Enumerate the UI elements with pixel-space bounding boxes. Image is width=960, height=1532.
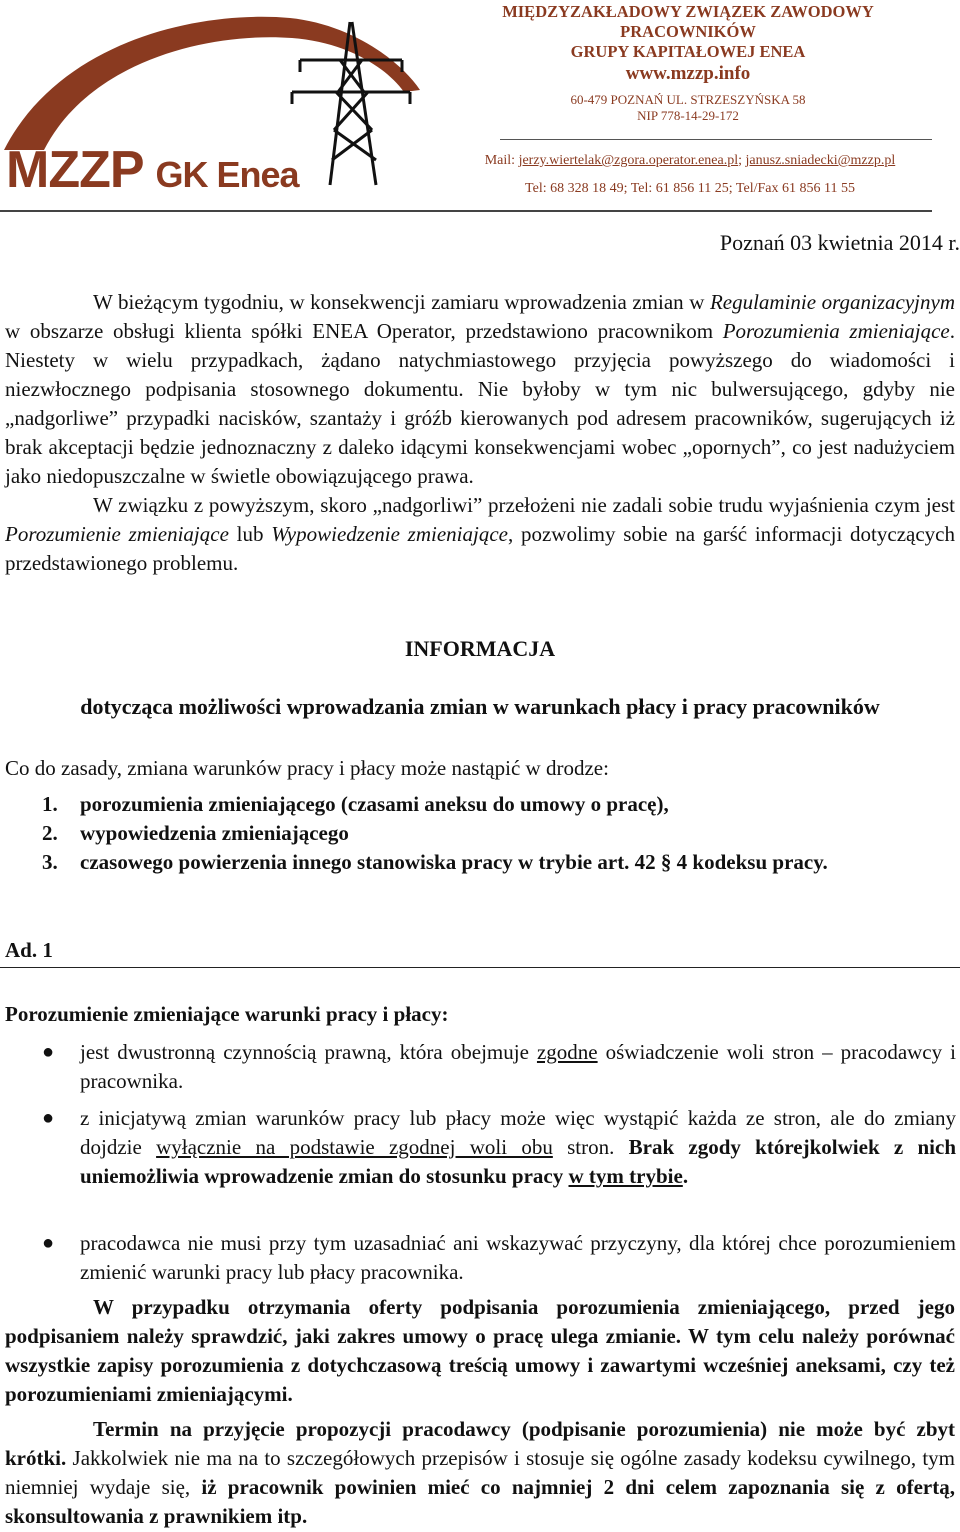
closing-paragraph-1: W przypadku otrzymania oferty podpisania porozumienia zmieniającego, przed jego podpisaniem należy sprawdzić, jaki zakres umowy o pracę ulega zmianie. W tym celu należy porównać wszystkie zapisy porozumienia z dotychczasową treścią umowy i zawartymi wcześniej aneksami, czy też porozumieniami zmieniającymi. bbox=[5, 1295, 955, 1406]
list-item bbox=[42, 1104, 956, 1191]
subheading: dotycząca możliwości wprowadzania zmian w warunkach płacy i pracy pracowników bbox=[80, 694, 880, 719]
list-item bbox=[42, 848, 912, 877]
b1-a: jest dwustronną czynnością prawną, która obejmuje bbox=[80, 1040, 537, 1064]
intro-p2-a: W związku z powyższym, skoro „nadgorliwi” przełożeni nie zadali sobie trudu wyjaśnienia czym jest bbox=[93, 493, 955, 517]
b1-underline: zgodne bbox=[536, 1040, 598, 1064]
section-divider bbox=[0, 967, 960, 968]
mail-link-1[interactable]: jerzy.wiertelak@zgora.operator.enea.pl bbox=[518, 153, 739, 168]
b1-b: oświadczenie woli stron – pracodawcy i pracownika. bbox=[80, 1040, 956, 1093]
intro-p1-e: . Niestety w wielu przypadkach, żądano natychmiastowego przyjęcia powyższego do wiadomości i niezwłocznego podpisania stosownego dokumentu. Nie byłoby w tym nic bulwersującego, gdyby nie „nadgorliwe” przypadki nacisków, szantaży i gróźb kierowanych pod adresem pracowników, sugerujących iż brak akceptacji będzie jednoznaczny z daleko idącymi konsekwencjami wobec „opornych”, co jest nadużyciem jako niedopuszczalne w świetle obowiązującego prawa. bbox=[5, 319, 955, 488]
b2-a: z inicjatywą zmian warunków pracy lub płacy może więc wystąpić każda ze stron, ale do zmiany dojdzie bbox=[80, 1106, 956, 1159]
closing-text bbox=[5, 1293, 955, 1531]
org-name-line-3: GRUPY KAPITAŁOWEJ ENEA bbox=[570, 42, 806, 61]
org-nip: NIP 778-14-29-172 bbox=[637, 108, 739, 123]
lead-line: Co do zasady, zmiana warunków pracy i płacy może nastąpić w drodze: bbox=[5, 756, 609, 780]
list-number: 1. bbox=[42, 792, 58, 816]
website-link[interactable]: www.mzzp.info bbox=[625, 63, 751, 84]
b2-bold: Brak zgody którejkolwiek z nich uniemożliwia wprowadzenie zmian do stosunku pracy bbox=[80, 1135, 957, 1188]
intro-p2-wypowiedzenie: Wypowiedzenie zmieniające bbox=[271, 522, 508, 546]
list-number: 2. bbox=[42, 821, 58, 845]
intro-p1-c: w obszarze obsługi klienta spółki ENEA Operator, przedstawiono pracownikom bbox=[5, 319, 723, 343]
closing-p2-a: Jakkolwiek nie ma na to szczegółowych przepisów i stosuje się ogólne zasady kodeksu cywilnego, tym niemniej wydaje się, bbox=[5, 1446, 955, 1499]
intro-paragraph-2 bbox=[5, 491, 955, 578]
list-text: wypowiedzenia zmieniającego bbox=[80, 821, 349, 845]
bullet-text-1 bbox=[80, 1038, 956, 1096]
bullet-icon: ● bbox=[42, 1232, 55, 1254]
intro-paragraph-1 bbox=[5, 288, 955, 491]
mail-link-2[interactable]: janusz.sniadecki@mzzp.pl bbox=[745, 153, 896, 168]
org-address: 60-479 POZNAŃ UL. STRZESZYŃSKA 58 bbox=[570, 92, 806, 107]
intro-p1-regulamin: Regulaminie organizacyjnym bbox=[709, 290, 955, 314]
mail-label: Mail: bbox=[484, 153, 519, 168]
list-item bbox=[42, 790, 922, 819]
document-date: Poznań 03 kwietnia 2014 r. bbox=[719, 230, 960, 255]
bullet-icon: ● bbox=[42, 1107, 55, 1129]
intro-p2-c: lub bbox=[228, 522, 272, 546]
list-item bbox=[42, 819, 922, 848]
list-number: 3. bbox=[42, 850, 58, 874]
organization-block bbox=[470, 2, 906, 124]
org-name-line-2: PRACOWNIKÓW bbox=[620, 22, 756, 41]
list-item bbox=[42, 1229, 956, 1287]
b2-b: stron. bbox=[552, 1135, 629, 1159]
closing-paragraph-2 bbox=[5, 1415, 955, 1531]
org-name-line-1: MIĘDZYZAKŁADOWY ZWIĄZEK ZAWODOWY bbox=[502, 2, 874, 21]
bullet-text-3: pracodawca nie musi przy tym uzasadniać ani wskazywać przyczyny, dla której chce porozumieniem zmienić warunki pracy lub płacy pracownika. bbox=[80, 1231, 956, 1284]
logo-wordmark bbox=[6, 140, 299, 200]
closing-p2-bold-2: iż pracownik powinien mieć co najmniej 2 dni celem zapoznania się z ofertą, skonsultowania z prawnikiem itp. bbox=[5, 1475, 955, 1528]
b2-bold-underline: w tym trybie bbox=[568, 1164, 683, 1188]
phone-line: Tel: 68 328 18 49; Tel: 61 856 11 25; Tel/Fax 61 856 11 55 bbox=[525, 181, 855, 196]
closing-p2-bold: Termin na przyjęcie propozycji pracodawcy (podpisanie porozumienia) nie może być zbyt krótki. bbox=[5, 1417, 955, 1470]
header-divider-short bbox=[500, 139, 932, 140]
intro-p1-porozumienia: Porozumienia zmieniające bbox=[722, 319, 950, 343]
intro-text bbox=[5, 288, 955, 578]
heading-informacja: INFORMACJA bbox=[404, 636, 556, 661]
list-text: czasowego powierzenia innego stanowiska pracy w trybie art. 42 § 4 kodeksu pracy. bbox=[80, 850, 828, 874]
bullet-text-2 bbox=[80, 1104, 956, 1191]
intro-p1-a: W bieżącym tygodniu, w konsekwencji zamiaru wprowadzenia zmian w bbox=[93, 290, 710, 314]
logo-main: MZZP bbox=[6, 141, 144, 199]
ad-label: Ad. 1 bbox=[5, 938, 53, 962]
logo-sub: GK Enea bbox=[155, 154, 299, 195]
list-item bbox=[42, 1038, 956, 1096]
list-text: porozumienia zmieniającego (czasami aneksu do umowy o pracę), bbox=[80, 792, 669, 816]
methods-list bbox=[42, 790, 922, 877]
mail-line bbox=[440, 153, 940, 169]
b2-underline: wyłącznie na podstawie zgodnej woli obu bbox=[156, 1135, 553, 1159]
logo bbox=[0, 0, 470, 210]
intro-p2-e: , pozwolimy sobie na garść informacji dotyczących przedstawionego problemu. bbox=[5, 522, 955, 575]
intro-p2-porozumienie: Porozumienie zmieniające bbox=[5, 522, 229, 546]
mail-separator: ; bbox=[738, 153, 746, 168]
bullet-icon: ● bbox=[42, 1041, 55, 1063]
section-title: Porozumienie zmieniające warunki pracy i płacy: bbox=[5, 1002, 449, 1026]
header-divider bbox=[0, 210, 932, 212]
b2-end: . bbox=[682, 1164, 689, 1188]
